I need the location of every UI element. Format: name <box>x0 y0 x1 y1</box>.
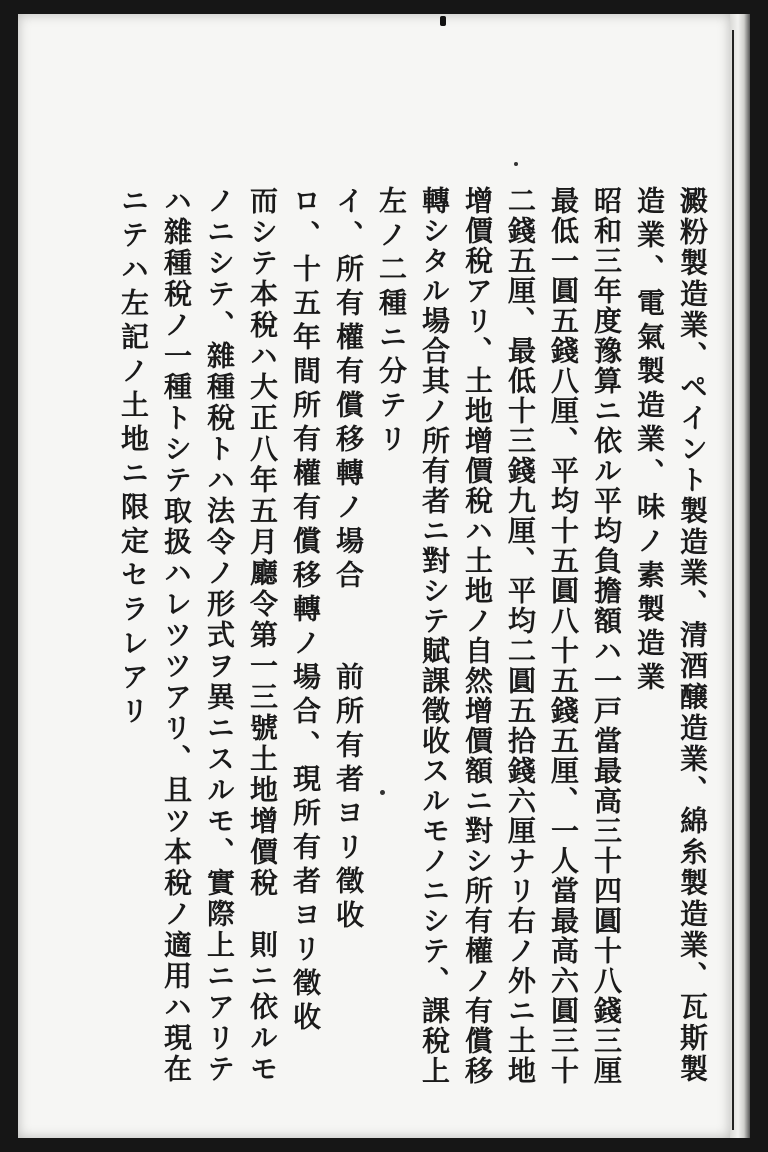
vertical-text-block <box>117 186 709 1086</box>
text-column: 左ノ二種ニ分テリ <box>375 186 408 458</box>
text-column: 轉シタル場合其ノ所有者ニ對シテ賦課徵收スルモノニシテ、課稅上 <box>418 186 451 1086</box>
document-page <box>18 14 730 1138</box>
text-column: ノニシテ、雜種稅トハ法令ノ形式ヲ異ニスルモ、實際上ニアリテ <box>203 186 236 1085</box>
text-column: 造業、電氣製造業、味ノ素製造業 <box>633 186 666 696</box>
text-column: ハ雜種稅ノ一種トシテ取扱ハレツツアリ、且ツ本稅ノ適用ハ現在 <box>160 186 193 1085</box>
text-column: 昭和三年度豫算ニ依ル平均負擔額ハ一戸當最高三十四圓十八錢三厘 <box>590 186 623 1086</box>
text-column: ロ、十五年間所有權有償移轉ノ場合、現所有者ヨリ徵收 <box>289 186 322 1036</box>
binding-line <box>732 30 734 1130</box>
text-column: 增價稅アリ、土地增價稅ハ土地ノ自然增價額ニ對シ所有權ノ有償移 <box>461 186 494 1086</box>
text-column: ニテハ左記ノ土地ニ限定セラレアリ <box>117 186 150 730</box>
ink-dot <box>440 16 446 26</box>
text-column: 澱粉製造業、ペイント製造業、清酒醸造業、綿糸製造業、瓦斯製 <box>676 186 709 1085</box>
text-column: 二錢五厘、最低十三錢九厘、平均二圓五拾錢六厘ナリ右ノ外ニ土地 <box>504 186 537 1086</box>
text-column: イ、所有權有償移轉ノ場合 前所有者ヨリ徵收 <box>332 186 365 934</box>
text-column: 而シテ本稅ハ大正八年五月廳令第一三號土地增價稅 則ニ依ルモ <box>246 186 279 1085</box>
text-column: 最低一圓五錢八厘、平均十五圓八十五錢五厘、一人當最高六圓三十 <box>547 186 580 1086</box>
ink-speck <box>514 162 518 166</box>
